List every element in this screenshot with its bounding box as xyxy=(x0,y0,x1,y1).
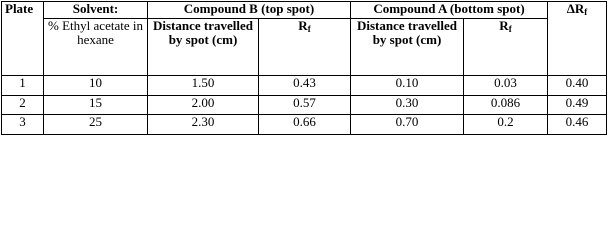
b-rf-subscript: f xyxy=(307,24,311,35)
cell-delta-rf: 0.40 xyxy=(548,76,607,96)
delta-rf-subscript: f xyxy=(584,7,588,17)
cell-a-rf: 0.086 xyxy=(464,95,548,115)
header-solvent: Solvent: xyxy=(44,2,148,19)
header-a-distance: Distance travelled by spot (cm) xyxy=(351,19,464,76)
cell-a-rf: 0.03 xyxy=(464,76,548,96)
cell-a-distance: 0.30 xyxy=(351,95,464,115)
tlc-results-table xyxy=(1,1,607,135)
cell-b-distance: 2.00 xyxy=(148,95,259,115)
cell-solvent: 15 xyxy=(44,95,148,115)
header-row-2 xyxy=(2,19,607,76)
header-compound-b: Compound B (top spot) xyxy=(148,2,351,19)
header-plate: Plate xyxy=(2,2,44,76)
header-b-rf xyxy=(259,19,351,76)
header-a-rf xyxy=(464,19,548,76)
cell-a-distance: 0.10 xyxy=(351,76,464,96)
cell-b-rf: 0.57 xyxy=(259,95,351,115)
cell-delta-rf: 0.46 xyxy=(548,115,607,135)
table-row xyxy=(2,95,607,115)
header-row-1 xyxy=(2,2,607,19)
cell-a-distance: 0.70 xyxy=(351,115,464,135)
header-delta-rf xyxy=(548,2,607,76)
cell-b-rf: 0.66 xyxy=(259,115,351,135)
b-rf-text: R xyxy=(298,18,308,34)
header-compound-a: Compound A (bottom spot) xyxy=(351,2,548,19)
cell-b-distance: 1.50 xyxy=(148,76,259,96)
cell-plate: 2 xyxy=(2,95,44,115)
header-b-distance: Distance travelled by spot (cm) xyxy=(148,19,259,76)
a-rf-text: R xyxy=(499,18,509,34)
cell-solvent: 25 xyxy=(44,115,148,135)
delta-rf-text: ΔR xyxy=(566,1,585,16)
table-row xyxy=(2,115,607,135)
a-rf-subscript: f xyxy=(508,24,512,35)
cell-solvent: 10 xyxy=(44,76,148,96)
table-row xyxy=(2,76,607,96)
cell-a-rf: 0.2 xyxy=(464,115,548,135)
cell-delta-rf: 0.49 xyxy=(548,95,607,115)
cell-plate: 3 xyxy=(2,115,44,135)
cell-b-rf: 0.43 xyxy=(259,76,351,96)
cell-plate: 1 xyxy=(2,76,44,96)
cell-b-distance: 2.30 xyxy=(148,115,259,135)
header-solvent-sub: % Ethyl acetate in hexane xyxy=(44,19,148,76)
